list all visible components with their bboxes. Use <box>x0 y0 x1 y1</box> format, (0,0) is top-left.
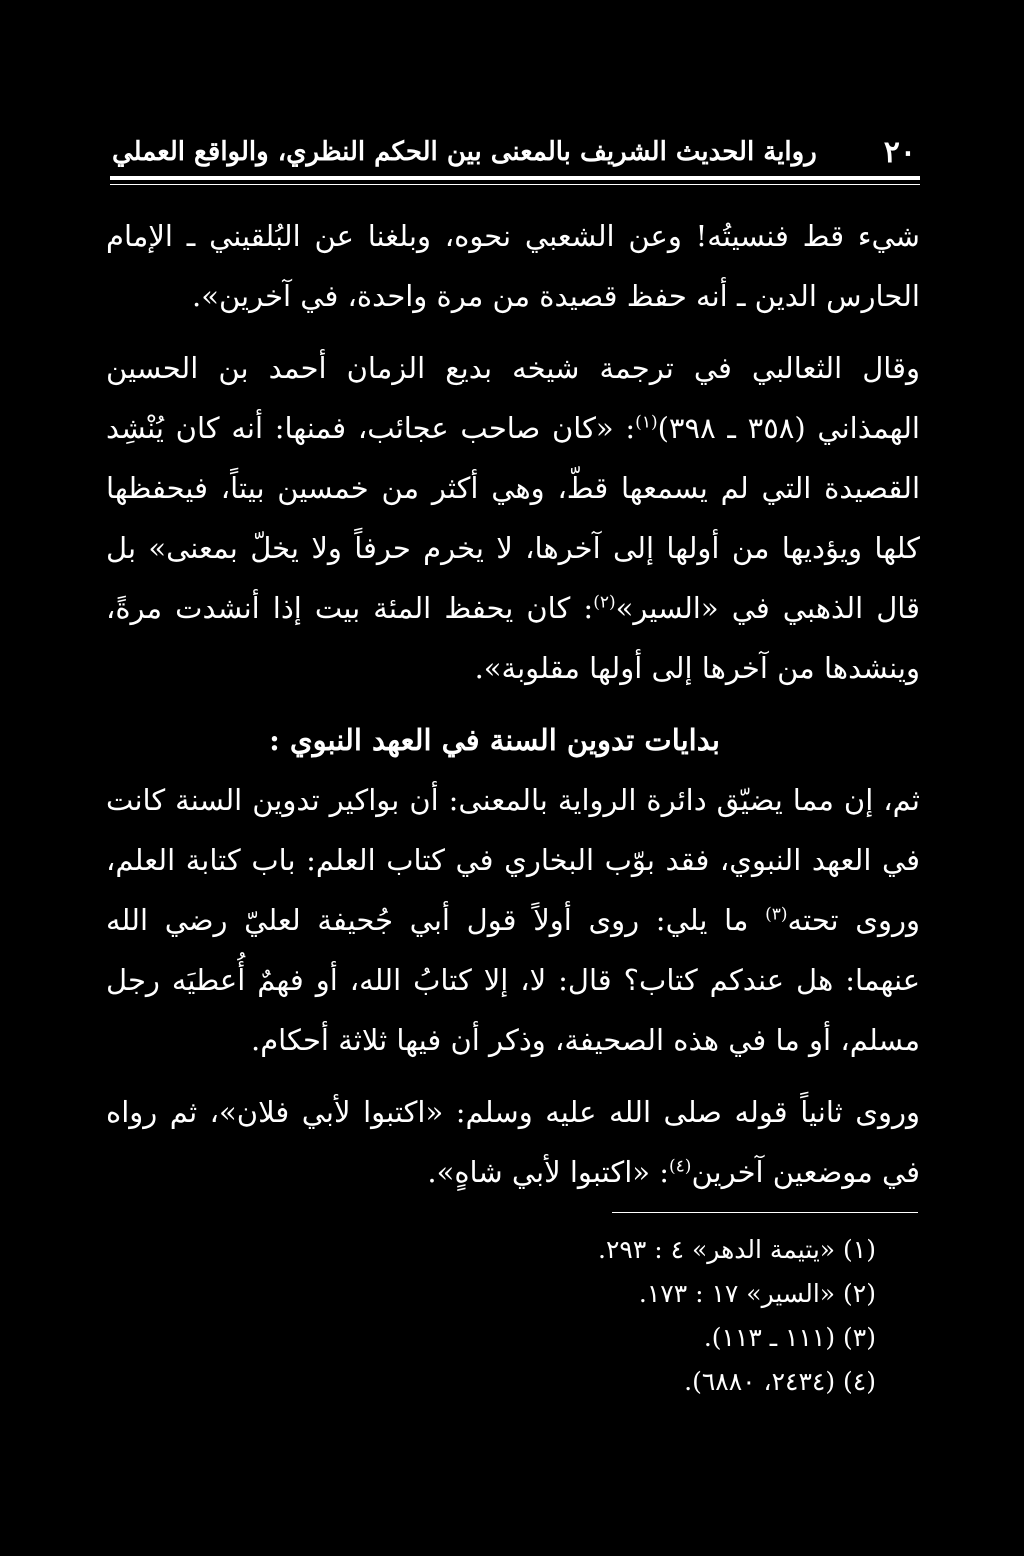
footnote-ref-4: (٤) <box>669 1156 692 1177</box>
section-heading: بدايات تدوين السنة في العهد النبوي : <box>269 723 720 757</box>
paragraph-3-text: ثم، إن مما يضيّق دائرة الرواية بالمعنى: أن بواكير تدوين السنة كانت في العهد النبوي، فقد بوّب البخاري في كتاب العلم: باب كتابة العلم، وروى تحته <box>106 783 920 937</box>
header-rule-thin <box>110 184 920 185</box>
footnotes <box>456 1228 876 1404</box>
main-text <box>106 206 920 1202</box>
paragraph-gap <box>106 698 920 710</box>
paragraph-4-rest: : «اكتبوا لأبي شاهٍ». <box>427 1155 670 1189</box>
paragraph-4 <box>106 1082 920 1202</box>
footnote-ref-1: (١) <box>635 412 658 433</box>
paragraph-2-text: وقال الثعالبي في ترجمة شيخه بديع الزمان أحمد بن الحسين الهمذاني (٣٥٨ ـ ٣٩٨) <box>106 351 920 445</box>
running-title: رواية الحديث الشريف بالمعنى بين الحكم النظري، والواقع العملي <box>112 137 817 167</box>
paragraph-1 <box>106 206 920 326</box>
paragraph-2-end: : كان يحفظ المئة بيت إذا أنشدت مرةً، وينشدها من آخرها إلى أولها مقلوبة». <box>106 591 920 685</box>
footnote-3: (٣) (١١١ ـ ١١٣). <box>703 1323 876 1352</box>
page-header <box>112 130 916 174</box>
paragraph-2-rest: : «كان صاحب عجائب، فمنها: أنه كان يُنْشِد القصيدة التي لم يسمعها قطّ، وهي أكثر من خمسين بيتاً، فيحفظها كلها ويؤديها من أولها إلى آخرها، لا يخرم حرفاً ولا يخلّ بمعنى» بل قال الذهبي في «السير» <box>106 411 920 625</box>
page-number: ٢٠ <box>883 134 916 170</box>
footnote-1: (١) «يتيمة الدهر» ٤ : ٢٩٣. <box>598 1235 876 1264</box>
footnote-separator <box>612 1212 918 1213</box>
footnote-ref-2: (٢) <box>593 592 616 613</box>
paragraph-3 <box>106 770 920 1070</box>
paragraph-3-rest: ما يلي: روى أولاً قول أبي جُحيفة لعليّ رضي الله عنهما: هل عندكم كتاب؟ قال: لا، إلا كتابُ الله، أو فهمٌ أُعطيَه رجل مسلم، أو ما في هذه الصحيفة، وذكر أن فيها ثلاثة أحكام. <box>106 903 920 1057</box>
footnote-ref-3: (٣) <box>765 904 788 925</box>
header-rule-thick <box>110 176 920 180</box>
paragraph-4-text: وروى ثانياً قوله صلى الله عليه وسلم: «اكتبوا لأبي فلان»، ثم رواه في موضعين آخرين <box>106 1095 920 1189</box>
footnote-2: (٢) «السير» ١٧ : ١٧٣. <box>638 1279 876 1308</box>
paragraph-gap <box>106 326 920 338</box>
paragraph-2 <box>106 338 920 698</box>
paragraph-1-text: شيء قط فنسيتُه! وعن الشعبي نحوه، وبلغنا عن البُلقيني ـ الإمام الحارس الدين ـ أنه حفظ قصيدة من مرة واحدة، في آخرين». <box>106 219 920 313</box>
footnote-4: (٤) (٢٤٣٤، ٦٨٨٠). <box>684 1367 876 1396</box>
paragraph-gap <box>106 1070 920 1082</box>
